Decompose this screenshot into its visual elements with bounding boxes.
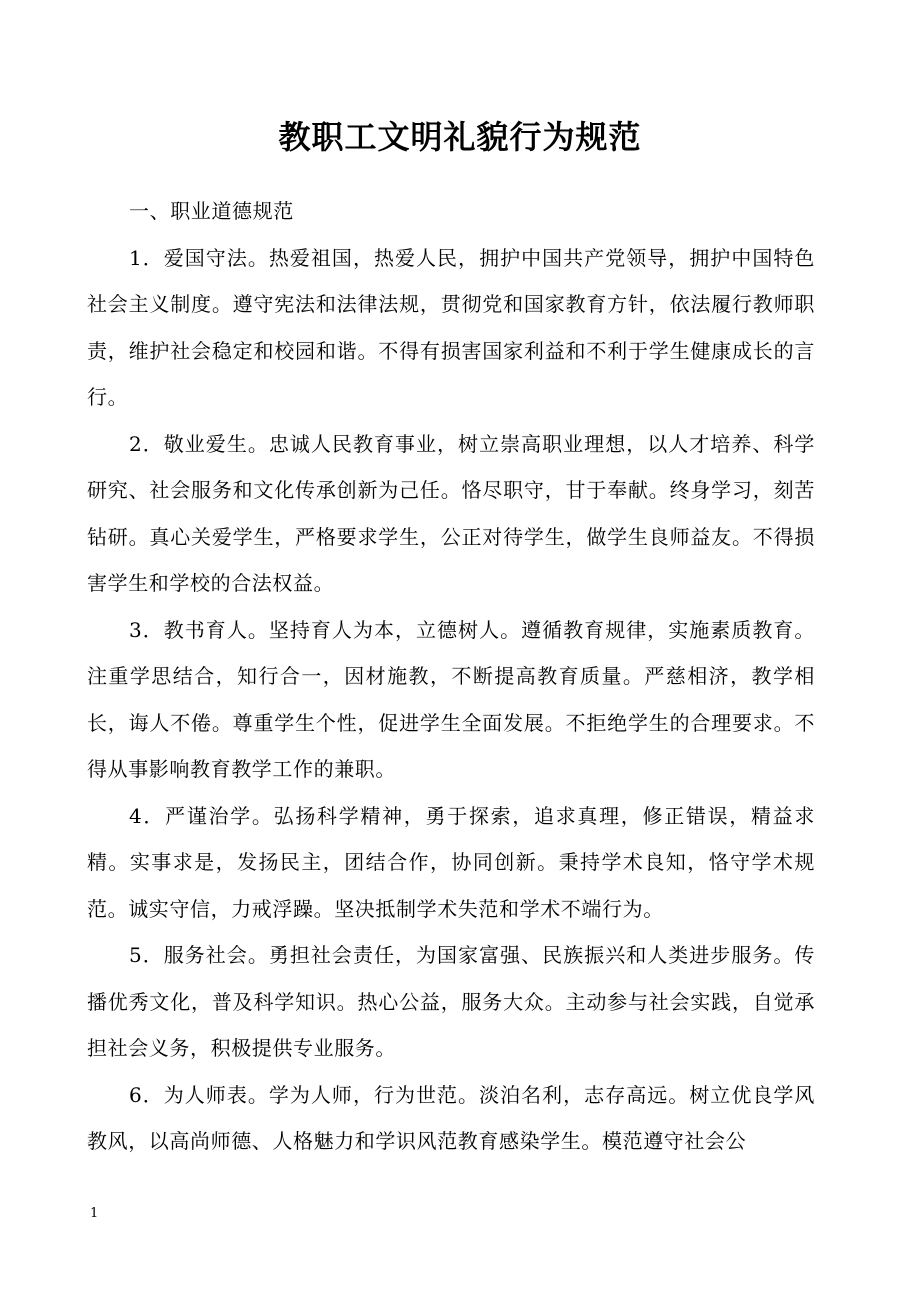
paragraph: 2．敬业爱生。忠诚人民教育事业，树立崇高职业理想，以人才培养、科学研究、社会服务和文化传承创新为己任。恪尽职守，甘于奉献。终身学习，刻苦钻研。真心关爱学生，严格要求学生，公正对待学生，做学生良师益友。不得损害学生和学校的合法权益。 — [87, 431, 815, 595]
paragraph: 5．服务社会。勇担社会责任，为国家富强、民族振兴和人类进步服务。传播优秀文化，普及科学知识。热心公益，服务大众。主动参与社会实践，自觉承担社会义务，积极提供专业服务。 — [87, 943, 815, 1060]
paragraph: 6．为人师表。学为人师，行为世范。淡泊名利，志存高远。树立优良学风教风，以高尚师德、人格魅力和学识风范教育感染学生。模范遵守社会公 — [87, 1082, 815, 1153]
paragraph: 3．教书育人。坚持育人为本，立德树人。遵循教育规律，实施素质教育。注重学思结合，知行合一，因材施教，不断提高教育质量。严慈相济，教学相长，诲人不倦。尊重学生个性，促进学生全面发展。不拒绝学生的合理要求。不得从事影响教育教学工作的兼职。 — [87, 617, 815, 781]
document-body — [87, 188, 815, 1200]
paragraph: 4．严谨治学。弘扬科学精神，勇于探索，追求真理，修正错误，精益求精。实事求是，发扬民主，团结合作，协同创新。秉持学术良知，恪守学术规范。诚实守信，力戒浮躁。坚决抵制学术失范和学术不端行为。 — [87, 803, 815, 921]
section-heading: 一、职业道德规范 — [129, 199, 294, 223]
page-number: 1 — [90, 1206, 99, 1221]
document-title: 教职工文明礼貌行为规范 — [278, 118, 642, 156]
paragraph: 1．爱国守法。热爱祖国，热爱人民，拥护中国共产党领导，拥护中国特色社会主义制度。遵守宪法和法律法规，贯彻党和国家教育方针，依法履行教师职责，维护社会稳定和校园和谐。不得有损害国家利益和不利于学生健康成长的言行。 — [87, 245, 815, 409]
